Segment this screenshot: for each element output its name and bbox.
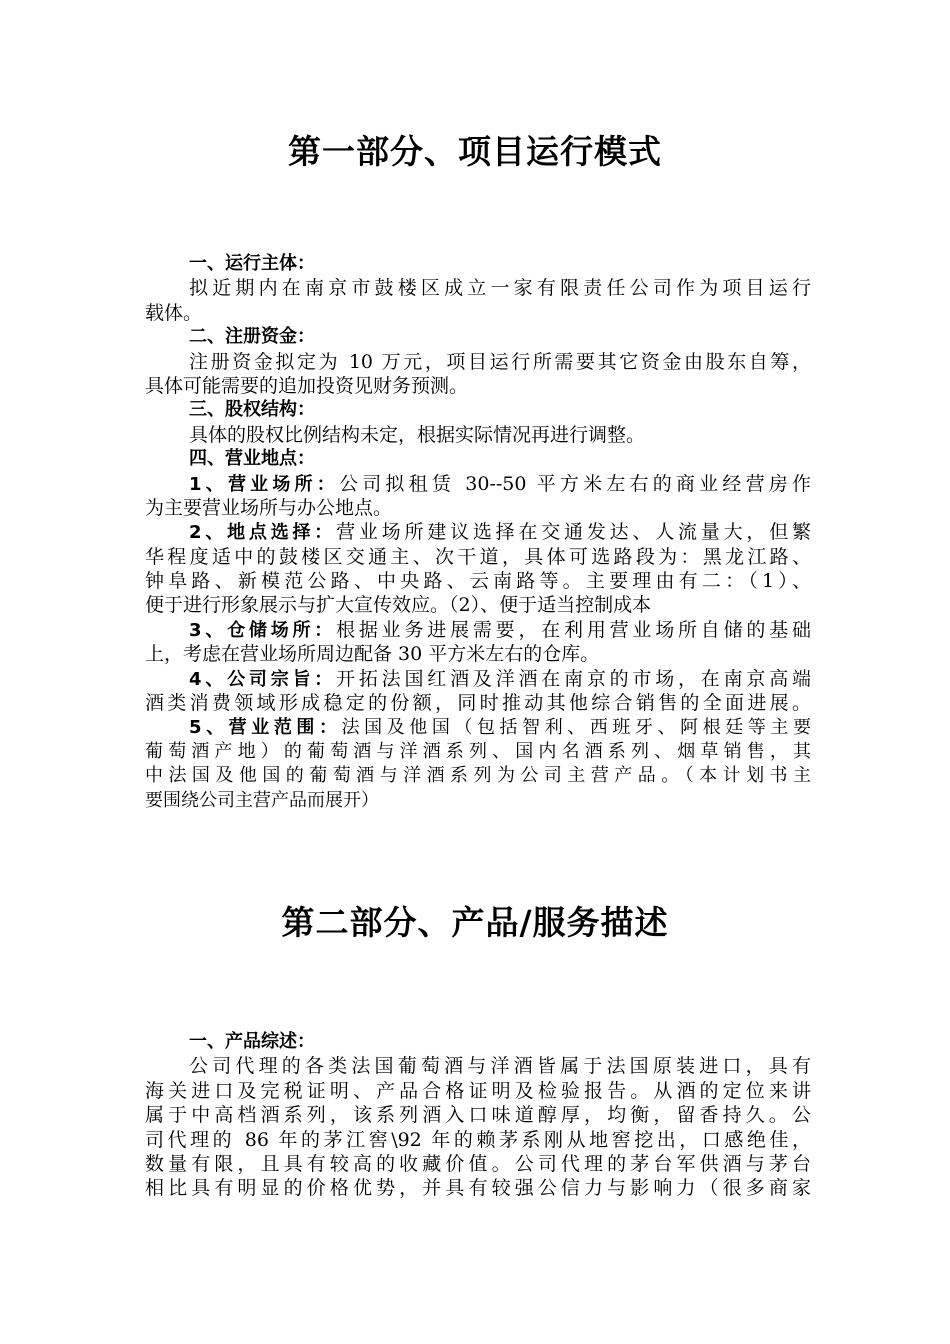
paragraph-line: 具体可能需要的追加投资见财务预测。	[145, 374, 469, 397]
paragraph-line: 拟近期内在南京市鼓楼区成立一家有限责任公司作为项目运行	[189, 277, 811, 300]
paragraph-line: 便于进行形象展示与扩大宣传效应。（2）、便于适当控制成本	[145, 594, 652, 617]
heading-registered-capital: 二、注册资金：	[189, 326, 315, 348]
paragraph-line: 司代理的 86 年的茅江窖\92 年的赖茅系刚从地窖挖出，口感绝佳，	[145, 1128, 811, 1151]
paragraph-line: 相比具有明显的价格优势，并具有较强公信力与影响力（很多商家	[145, 1177, 811, 1200]
list-item-storage	[145, 618, 811, 642]
item-label: 3、仓储场所：	[189, 619, 337, 641]
paragraph-line: 上，考虑在营业场所周边配备 30 平方米左右的仓库。	[145, 643, 600, 666]
heading-equity-structure: 三、股权结构：	[189, 399, 315, 421]
paragraph-line: 中法国及他国的葡萄酒与洋酒系列为公司主营产品。（本计划书主	[145, 765, 811, 787]
item-text: 法国及他国（包括智利、西班牙、阿根廷等主要	[341, 717, 811, 739]
part-one-body	[145, 252, 811, 813]
paragraph-line: 公司代理的各类法国葡萄酒与洋酒皆属于法国原装进口，具有	[189, 1055, 811, 1078]
list-item-business-premises	[145, 472, 811, 496]
item-text: 根据业务进展需要，在利用营业场所自储的基础	[336, 618, 811, 641]
item-text: 公司拟租赁 30--50 平方米左右的商业经营房作	[338, 472, 811, 495]
paragraph-line: 钟阜路、新模范公路、中央路、云南路等。主要理由有二：（1）、	[145, 570, 811, 593]
list-item-company-mission	[145, 667, 811, 691]
list-item-business-scope	[145, 715, 811, 739]
paragraph-line: 酒类消费领域形成稳定的份额，同时推动其他综合销售的全面进展。	[145, 692, 811, 715]
paragraph-line: 海关进口及完税证明、产品合格证明及检验报告。从酒的定位来讲	[145, 1079, 811, 1102]
part-two-title: 第二部分、产品/服务描述	[281, 903, 669, 942]
heading-operating-entity: 一、运行主体：	[189, 253, 315, 274]
item-label: 5、营业范围：	[189, 717, 342, 739]
item-label: 4、公司宗旨：	[189, 668, 337, 690]
paragraph-line: 要围绕公司主营产品而展开）	[145, 789, 379, 811]
paragraph-line: 为主要营业场所与办公地点。	[145, 496, 393, 519]
heading-product-overview: 一、产品综述：	[189, 1031, 315, 1052]
paragraph-line: 具体的股权比例结构未定，根据实际情况再进行调整。	[189, 423, 646, 446]
paragraph-line: 葡萄酒产地）的葡萄酒与洋酒系列、国内名酒系列、烟草销售，其	[145, 740, 811, 762]
paragraph-line: 数量有限，且具有较高的收藏价值。公司代理的茅台军供酒与茅台	[145, 1152, 811, 1175]
item-label: 2、地点选择：	[189, 522, 337, 544]
paragraph-line: 注册资金拟定为 10 万元，项目运行所需要其它资金由股东自筹，	[189, 350, 811, 373]
heading-business-location: 四、营业地点：	[189, 448, 315, 470]
list-item-location-choice	[145, 520, 811, 544]
item-text: 开拓法国红酒及洋酒在南京的市场，在南京高端	[336, 667, 811, 690]
part-one-title: 第一部分、项目运行模式	[288, 132, 662, 171]
paragraph-line: 属于中高档酒系列，该系列酒入口味道醇厚，均衡，留香持久。公	[145, 1104, 811, 1127]
paragraph-line: 载体。	[145, 301, 203, 324]
item-text: 营业场所建议选择在交通发达、人流量大，但繁	[336, 521, 811, 544]
part-two-body	[145, 1030, 811, 1201]
item-label: 1、营业场所：	[189, 473, 339, 495]
paragraph-line: 华程度适中的鼓楼区交通主、次干道，具体可选路段为：黑龙江路、	[145, 545, 811, 568]
